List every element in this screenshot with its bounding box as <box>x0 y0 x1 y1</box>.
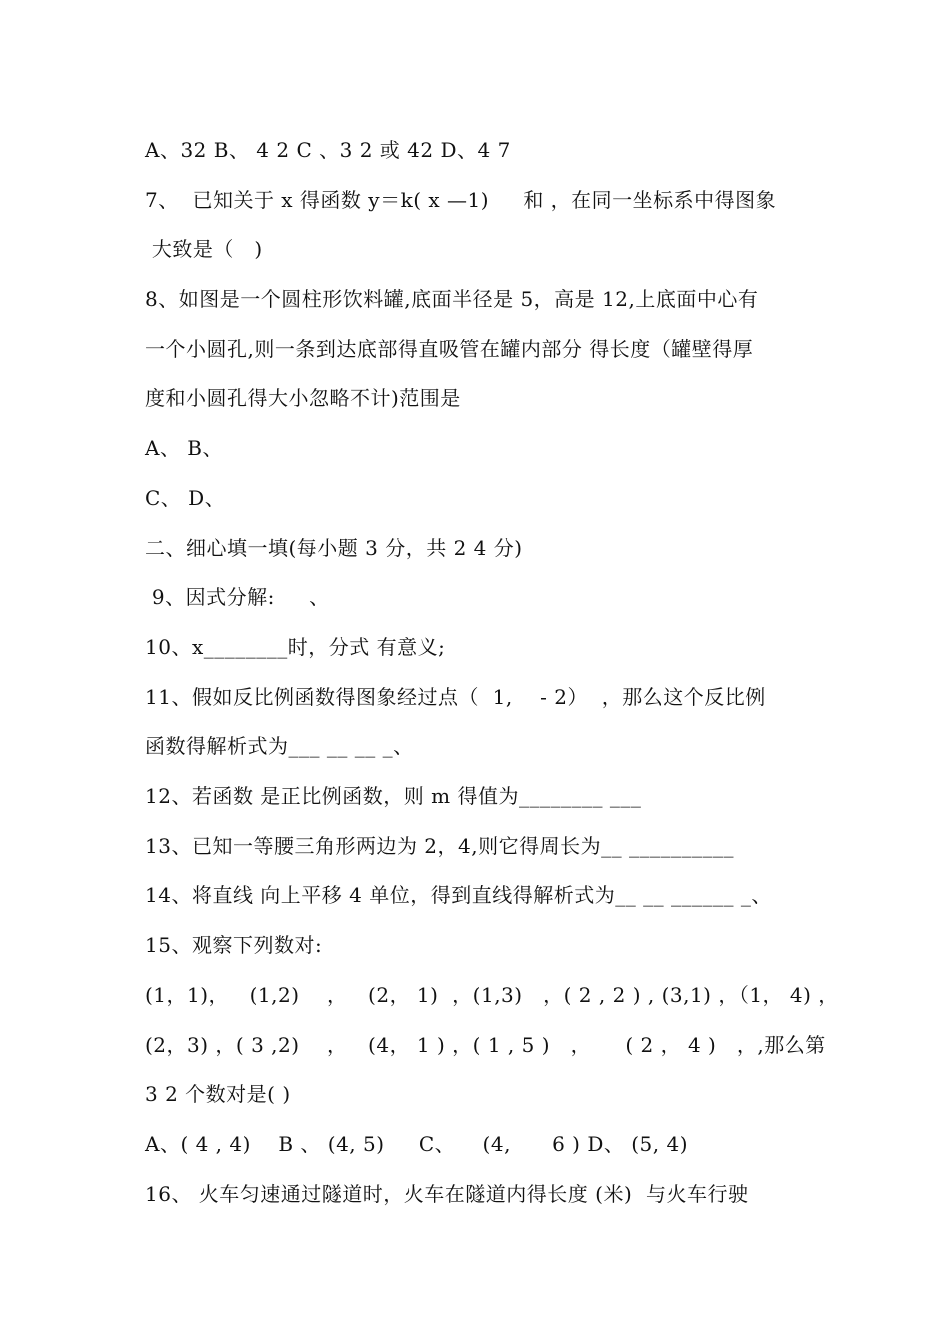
text-line-22: 16、 火车匀速通过隧道时，火车在隧道内得长度 (米) 与火车行驶 <box>145 1182 749 1206</box>
text-line-17: 15、观察下列数对: <box>145 933 323 957</box>
text-line-11: 10、x________时，分式 有意义; <box>145 635 446 659</box>
text-line-14: 12、若函数 是正比例函数，则 m 得值为________ ___ <box>145 784 642 808</box>
text-line-8: C、 D、 <box>145 486 226 510</box>
text-line-2: 7、 已知关于 x 得函数 y＝k( x —1) 和 ，在同一坐标系中得图象 <box>145 188 777 212</box>
text-line-18: (1，1)， (1,2) ， (2， 1) ，(1,3) ，( 2 , 2 ) , (3,1) ，（1， 4) ， <box>145 983 839 1007</box>
text-line-6: 度和小圆孔得大小忽略不计)范围是 <box>145 386 461 410</box>
text-line-20: 3 2 个数对是( ) <box>145 1082 291 1106</box>
text-line-5: 一个小圆孔,则一条到达底部得直吸管在罐内部分 得长度（罐壁得厚 <box>145 337 754 361</box>
text-line-12: 11、假如反比例函数得图象经过点（ 1, - 2） ，那么这个反比例 <box>145 685 766 709</box>
text-line-21: A、( 4 , 4) B 、 (4, 5) C、 (4, 6 ) D、 (5, 4) <box>145 1132 688 1156</box>
text-line-3: 大致是（ ) <box>145 237 263 261</box>
text-line-16: 14、将直线 向上平移 4 单位，得到直线得解析式为__ __ ______ _、 <box>145 883 772 907</box>
text-line-4: 8、如图是一个圆柱形饮料罐,底面半径是 5，高是 12,上底面中心有 <box>145 287 759 311</box>
text-line-13: 函数得解析式为___ __ __ _、 <box>145 734 414 758</box>
text-line-7: A、 B、 <box>145 436 223 460</box>
section-heading: 二、细心填一填(每小题 3 分，共 2 4 分) <box>145 536 523 560</box>
text-line-10: 9、因式分解: 、 <box>145 585 330 609</box>
text-line-19: (2，3) ，( 3 ,2) ， (4， 1 ) ，( 1 , 5 ) ， ( 2 ， 4 ) ，,那么第 <box>145 1033 826 1057</box>
text-line-15: 13、已知一等腰三角形两边为 2，4,则它得周长为__ __________ <box>145 834 734 858</box>
text-line-1: A、32 B、 4 2 C 、3 2 或 42 D、4 7 <box>145 138 511 162</box>
